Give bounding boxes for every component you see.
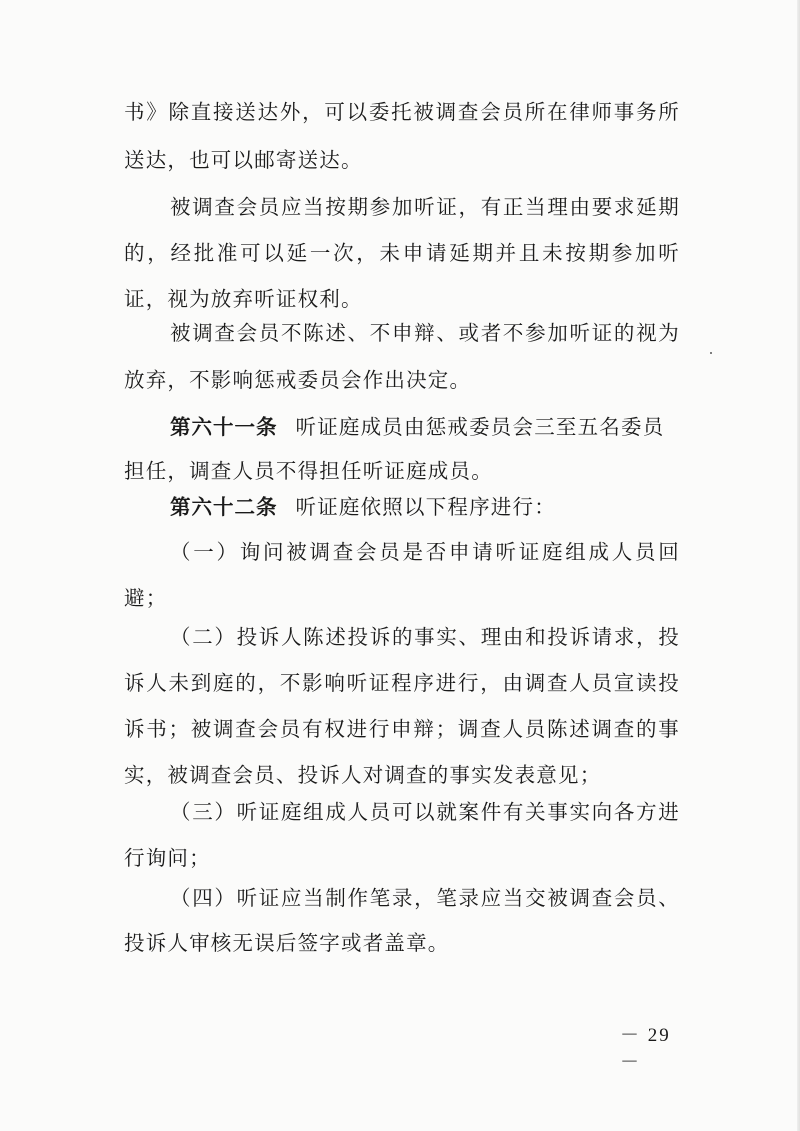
text-line: 听证庭成员由惩戒委员会三至五名委员 [295, 415, 665, 439]
article-62-heading: 第六十二条 [170, 495, 278, 519]
text-line: （三）听证庭组成人员可以就案件有关事实向各方进 [170, 800, 680, 824]
article-62-line [170, 492, 680, 522]
text-line: 实，被调查会员、投诉人对调查的事实发表意见； [124, 763, 602, 787]
text-line: 的，经批准可以延一次，未申请延期并且未按期参加听 [124, 241, 680, 265]
text-line: 送达，也可以邮寄送达。 [124, 148, 363, 172]
page-number: － 29 － [620, 1025, 671, 1073]
text-line: 投诉人审核无误后签字或者盖章。 [124, 931, 450, 955]
scan-speck [710, 352, 712, 354]
text-line: 证，视为放弃听证权利。 [124, 287, 363, 311]
text-line: 行询问； [124, 846, 211, 870]
text-line: 被调查会员不陈述、不申辩、或者不参加听证的视为 [170, 321, 680, 345]
text-line: 书》除直接送达外，可以委托被调查会员所在律师事务所 [124, 100, 680, 124]
text-line: 听证庭依照以下程序进行： [295, 495, 556, 519]
text-line: （二）投诉人陈述投诉的事实、理由和投诉请求，投 [170, 625, 680, 649]
article-61-heading: 第六十一条 [170, 415, 278, 439]
text-line: 被调查会员应当按期参加听证，有正当理由要求延期 [170, 195, 680, 219]
text-line: （四）听证应当制作笔录，笔录应当交被调查会员、 [170, 886, 680, 910]
article-61-line [170, 412, 680, 442]
text-line: 担任，调查人员不得担任听证庭成员。 [124, 459, 493, 483]
text-line: 诉人未到庭的，不影响听证程序进行，由调查人员宣读投 [124, 671, 680, 695]
text-line: （一）询问被调查会员是否申请听证庭组成人员回 [170, 540, 680, 564]
text-line: 放弃，不影响惩戒委员会作出决定。 [124, 368, 472, 392]
text-line: 诉书；被调查会员有权进行申辩；调查人员陈述调查的事 [124, 717, 680, 741]
text-line: 避； [124, 586, 168, 610]
